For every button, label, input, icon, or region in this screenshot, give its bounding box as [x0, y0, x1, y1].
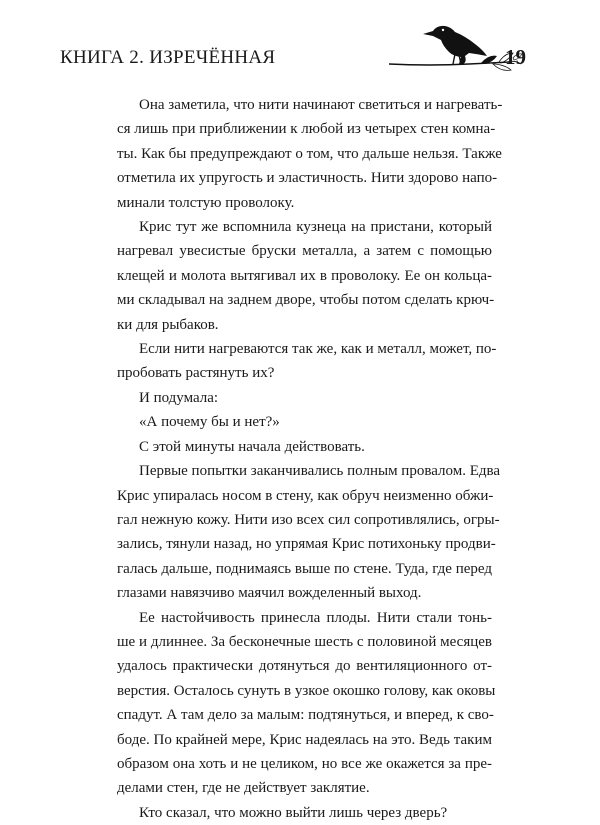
text-line: удалось практически дотянуться до вентиляционного от- — [117, 658, 492, 675]
text-line: «А почему бы и нет?» — [139, 414, 280, 431]
page-number: 19 — [505, 45, 526, 69]
text-line: Кто сказал, что можно выйти лишь через дверь? — [139, 804, 448, 821]
text-line: гал нежную кожу. Нити изо всех сил сопротивлялись, огры- — [117, 511, 500, 528]
text-line: галась дальше, поднимаясь выше по стене. Туда, где перед — [117, 560, 492, 577]
text-line: образом она хоть и не целиком, но все же окажется за пре- — [117, 755, 492, 772]
text-line: спадут. А там дело за малым: подтянуться, и вперед, к сво- — [117, 707, 494, 724]
text-line: клещей и молота вытягивал их в проволоку. Ее он кольца- — [117, 267, 492, 284]
text-line: отметила их упругость и эластичность. Нити здорово напо- — [117, 170, 498, 187]
text-line: Крис упиралась носом в стену, как обруч неизменно обжи- — [117, 487, 494, 504]
text-line: Первые попытки заканчивались полным провалом. Едва — [139, 463, 501, 480]
text-line: Она заметила, что нити начинают светиться и нагревать- — [139, 97, 503, 113]
text-line: И подумала: — [139, 389, 219, 406]
running-head: КНИГА 2. ИЗРЕЧЁННАЯ — [60, 47, 276, 68]
text-line: Если нити нагреваются так же, как и металл, может, по- — [139, 341, 497, 358]
text-line: делами стен, где не действует заклятие. — [117, 780, 370, 797]
body-text — [117, 93, 503, 825]
page-header — [60, 38, 526, 78]
text-line: верстия. Осталось сунуть в узкое окошко голову, как оковы — [117, 682, 496, 699]
text-line: С этой минуты начала действовать. — [139, 438, 365, 455]
text-line: зались, тянули назад, но упрямая Крис потихоньку продви- — [117, 536, 496, 553]
text-line: боде. По крайней мере, Крис надеялась на это. Ведь таким — [117, 731, 492, 748]
text-line: ся лишь при приближении к любой из четырех стен комна- — [117, 121, 496, 138]
text-line: ше и длиннее. За бесконечные шесть с половиной месяцев — [117, 633, 492, 650]
text-line: Ее настойчивость принесла плоды. Нити стали тонь- — [139, 609, 492, 626]
text-line: ты. Как бы предупреждают о том, что дальше нельзя. Также — [117, 145, 502, 162]
text-line: минали толстую проволоку. — [117, 194, 295, 211]
text-line: ми складывал на заднем дворе, чтобы потом сделать крюч- — [117, 292, 495, 309]
text-line: глазами навязчиво маячил вожделенный выход. — [117, 585, 422, 602]
text-line: Крис тут же вспомнила кузнеца на пристани, который — [139, 219, 492, 236]
text-line: пробовать растянуть их? — [117, 365, 275, 382]
text-line: ки для рыбаков. — [117, 316, 219, 333]
text-line: нагревал увесистые бруски металла, а затем с помощью — [117, 243, 492, 260]
